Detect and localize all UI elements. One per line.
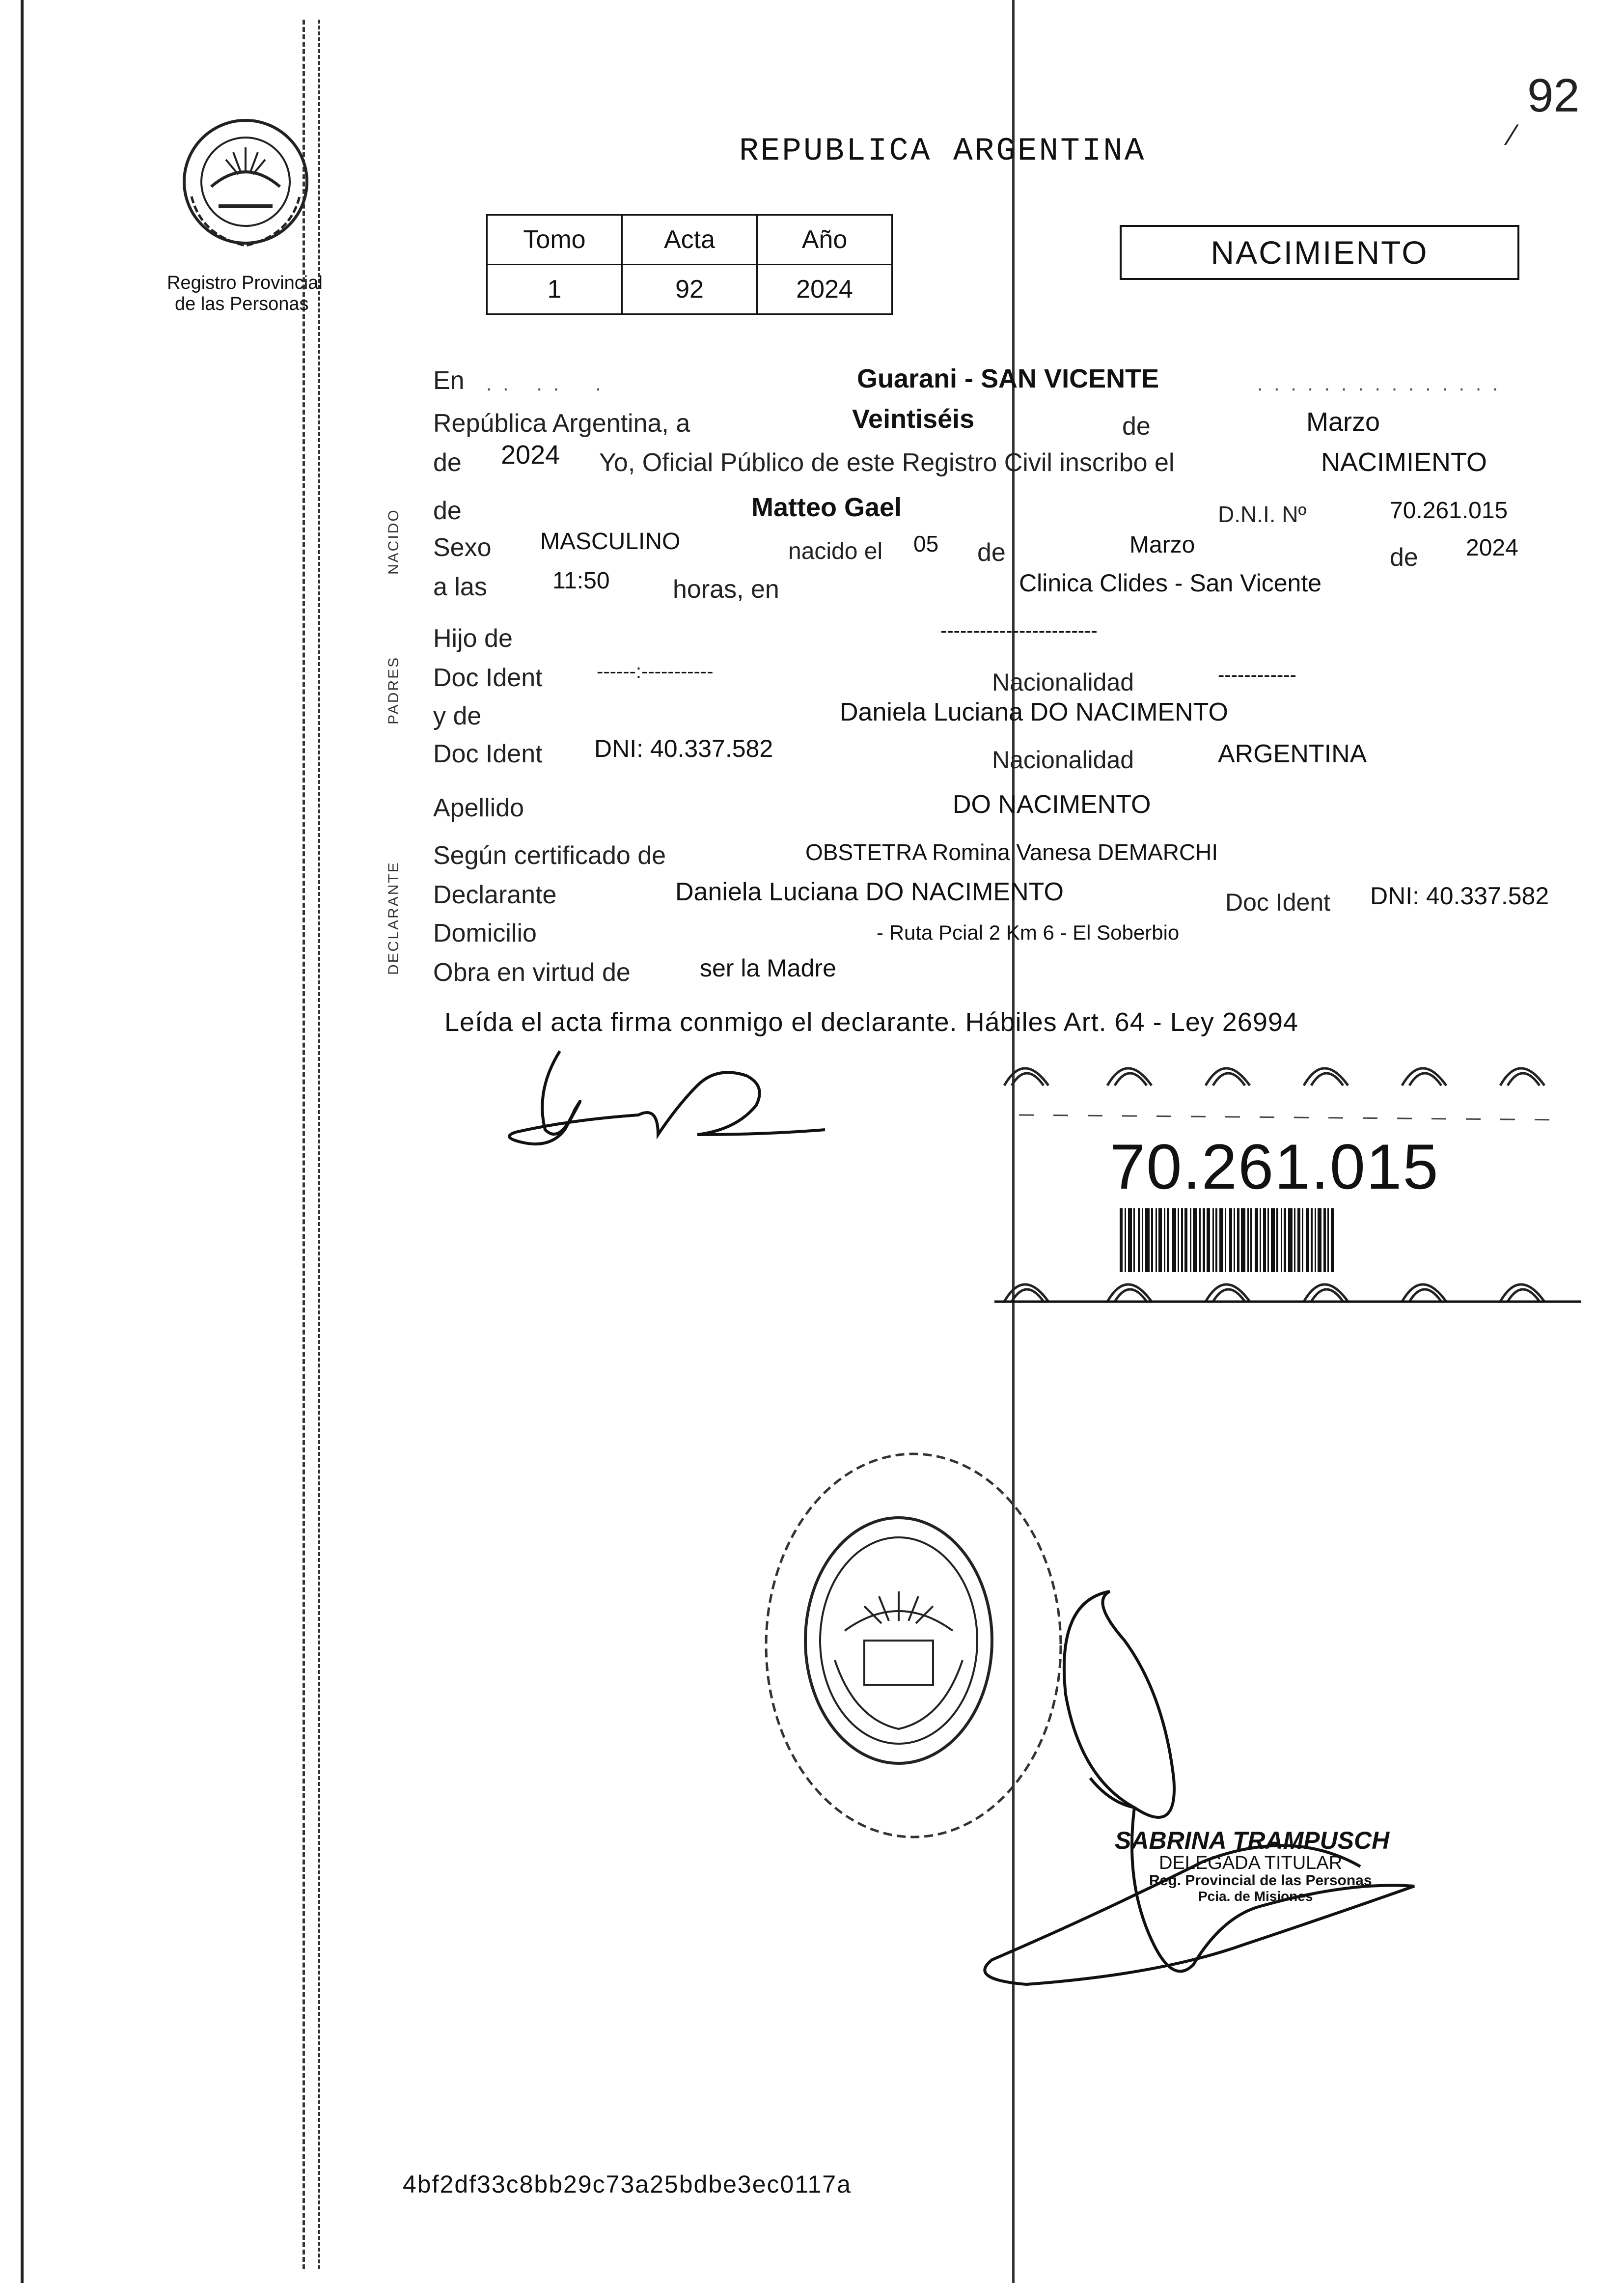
- label-yde: y de: [433, 702, 482, 730]
- field-father-name: ------------------------: [940, 620, 1098, 641]
- label-en: En: [433, 366, 465, 395]
- registry-name-1: Registro Provincial: [167, 273, 323, 293]
- document-hash: 4bf2df33c8bb29c73a25bdbe3ec0117a: [403, 2171, 852, 2198]
- page-title: REPUBLICA ARGENTINA: [739, 133, 1146, 169]
- label-de-child: de: [433, 497, 462, 525]
- table-header-acta: Acta: [622, 215, 757, 265]
- doc-type-box: NACIMIENTO: [1120, 225, 1519, 280]
- label-dni: D.N.I. Nº: [1218, 501, 1307, 527]
- label-segun: Según certificado de: [433, 841, 666, 870]
- table-header-anio: Año: [757, 215, 892, 265]
- field-obra: ser la Madre: [700, 954, 836, 982]
- label-doc-ident-declarante: Doc Ident: [1225, 889, 1331, 916]
- stamp-org: Reg. Provincial de las Personas: [1149, 1872, 1372, 1889]
- field-declarante: Daniela Luciana DO NACIMENTO: [675, 878, 1064, 906]
- field-father-nat: ------------: [1218, 664, 1296, 686]
- label-nacionalidad-father: Nacionalidad: [992, 668, 1134, 696]
- label-obra: Obra en virtud de: [433, 958, 631, 987]
- official-signature: [948, 1572, 1439, 2038]
- registry-seal-icon: [172, 108, 319, 255]
- label-apellido: Apellido: [433, 794, 524, 822]
- registry-name-2: de las Personas: [175, 294, 309, 314]
- field-birth-place: Clinica Clides - San Vicente: [1019, 569, 1322, 597]
- label-republica: República Argentina, a: [433, 409, 690, 438]
- declarant-signature: [491, 1031, 845, 1159]
- page-mark: ⁄: [1510, 118, 1515, 151]
- left-border-line: [21, 0, 24, 2283]
- field-domicilio: - Ruta Pcial 2 Km 6 - El Soberbio: [877, 921, 1180, 944]
- field-sexo: MASCULINO: [540, 529, 681, 555]
- label-domicilio: Domicilio: [433, 919, 537, 947]
- label-oficial: Yo, Oficial Público de este Registro Civil inscribo el: [599, 448, 1175, 477]
- label-doc-ident-father: Doc Ident: [433, 664, 543, 692]
- label-hijo: Hijo de: [433, 624, 513, 653]
- section-label-declarante: DECLARANTE: [385, 861, 402, 975]
- sticker-number: 70.261.015: [1110, 1131, 1439, 1202]
- label-nacionalidad-mother: Nacionalidad: [992, 746, 1134, 774]
- field-declarante-doc: DNI: 40.337.582: [1370, 882, 1549, 910]
- label-doc-ident-mother: Doc Ident: [433, 740, 543, 768]
- registry-logo: [172, 108, 319, 255]
- stamp-title: DELEGADA TITULAR: [1159, 1853, 1343, 1873]
- page-number: 92: [1527, 69, 1580, 122]
- label-de-year: de: [433, 448, 462, 477]
- section-label-nacido: NACIDO: [385, 508, 402, 575]
- closing-text: Leída el acta firma conmigo el declarante. Hábiles Art. 64 - Ley 26994: [444, 1007, 1298, 1037]
- table-value-acta: 92: [622, 265, 757, 314]
- label-de: de: [1122, 412, 1151, 441]
- left-dashed-line-2: [318, 20, 320, 2269]
- stamp-name: SABRINA TRAMPUSCH: [1115, 1827, 1390, 1854]
- field-birth-month: Marzo: [1129, 532, 1195, 558]
- label-declarante: Declarante: [433, 881, 557, 909]
- field-certificado: OBSTETRA Romina Vanesa DEMARCHI: [805, 839, 1218, 865]
- field-inscribo: NACIMIENTO: [1321, 447, 1487, 477]
- field-year: 2024: [501, 440, 560, 470]
- table-value-tomo: 1: [487, 265, 622, 314]
- label-horas: horas, en: [673, 575, 779, 604]
- dots: . . . . .: [486, 373, 604, 395]
- table-value-anio: 2024: [757, 265, 892, 314]
- sticker-barcode: [1120, 1208, 1335, 1272]
- left-dashed-line: [303, 20, 305, 2269]
- label-de-birth-year: de: [1390, 543, 1418, 572]
- field-mother-doc: DNI: 40.337.582: [594, 735, 773, 762]
- field-month: Marzo: [1306, 407, 1380, 437]
- section-label-padres: PADRES: [385, 656, 402, 724]
- dots: . . . . . . . . . . . . . . .: [1257, 373, 1501, 395]
- table-header-tomo: Tomo: [487, 215, 622, 265]
- field-day-words: Veintiséis: [852, 404, 975, 434]
- label-nacido: nacido el: [788, 538, 883, 564]
- record-table: [486, 214, 893, 315]
- field-apellido: DO NACIMENTO: [953, 790, 1151, 819]
- field-father-doc: ------:-----------: [597, 661, 714, 682]
- id-sticker: [994, 1046, 1581, 1307]
- field-place: Guarani - SAN VICENTE: [857, 364, 1159, 393]
- field-mother-name: Daniela Luciana DO NACIMENTO: [840, 698, 1228, 726]
- field-birth-time: 11:50: [552, 568, 610, 594]
- field-birth-day: 05: [913, 531, 939, 557]
- label-alas: a las: [433, 573, 487, 601]
- field-mother-nat: ARGENTINA: [1218, 740, 1367, 768]
- stamp-province: Pcia. de Misiones: [1198, 1889, 1313, 1904]
- label-de-birth: de: [977, 538, 1006, 567]
- field-child-name: Matteo Gael: [751, 493, 902, 522]
- field-birth-year: 2024: [1466, 535, 1518, 561]
- field-child-dni: 70.261.015: [1390, 498, 1508, 524]
- label-sexo: Sexo: [433, 533, 492, 562]
